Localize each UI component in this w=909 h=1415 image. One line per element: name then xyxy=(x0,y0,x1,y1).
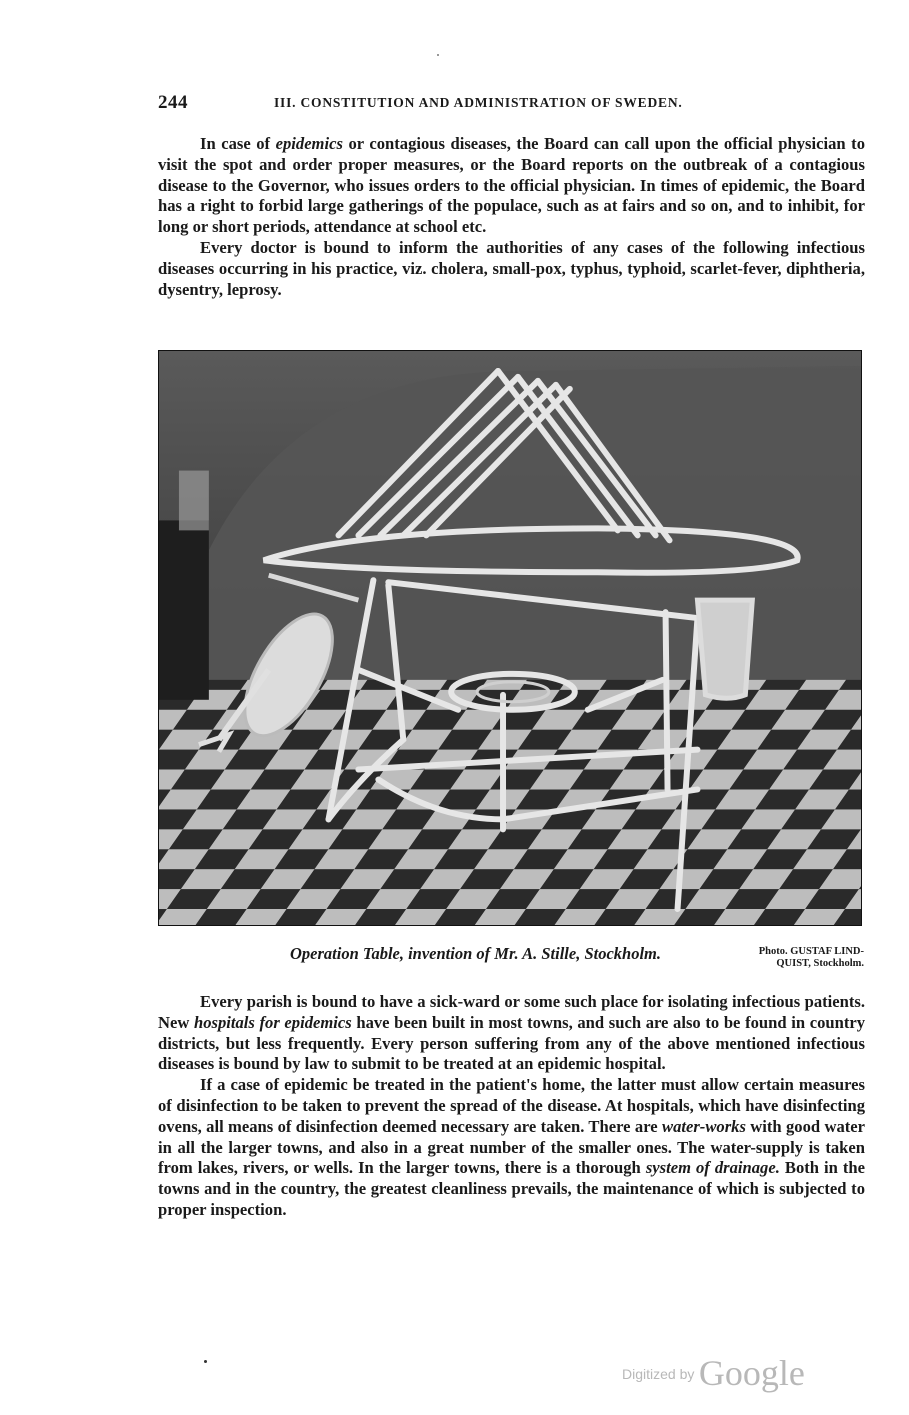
text-block-bottom xyxy=(158,992,865,1221)
text-run: or contagious diseases, the Board can call upon the official physician to visit the spot and order proper measures, or the Board reports on the outbreak of a contagious disease to the Governor, who issues orders to the official physician. In times of epidemic, the Board has a right to forbid large gatherings of the populace, such as at fairs and so on, and to inhibit, for long or short periods, attendance at school etc. xyxy=(158,134,865,237)
page-number: 244 xyxy=(158,92,188,113)
figure-caption xyxy=(290,944,865,969)
paragraph xyxy=(158,238,865,300)
paragraph xyxy=(158,992,865,1075)
text-run: Every parish is bound to have a sick-ward or some such place for isolating infectious patients. New xyxy=(158,992,865,1032)
caption-text: Operation Table, invention of Mr. A. Stille, Stockholm. xyxy=(290,944,661,963)
text-run: with good water in all the larger towns, and also in a great number of the smaller ones. The water-supply is taken from lakes, rivers, or wells. In the larger towns, there is a thorough xyxy=(158,1116,866,1178)
watermark-prefix: Digitized by xyxy=(622,1366,695,1382)
italic-phrase: system of drainage. xyxy=(645,1158,780,1178)
text-run: Every doctor is bound to inform the authorities of any cases of the following infectious diseases occurring in his practice, viz. cholera, small-pox, typhus, typhoid, scarlet-fever, diphtheria, dysentry, leprosy. xyxy=(158,237,865,299)
text-run: Both in the towns and in the country, the greatest cleanliness prevails, the maintenance of which is subjected to proper inspection. xyxy=(158,1158,866,1219)
italic-phrase: water-works xyxy=(662,1116,746,1136)
italic-phrase: epidemics xyxy=(275,134,343,153)
italic-phrase: hospitals for epidemics xyxy=(193,1012,352,1032)
credit-line-1: Photo. GUSTAF LIND- xyxy=(758,946,864,957)
photo-illustration xyxy=(159,351,861,925)
ink-speck xyxy=(204,1360,207,1363)
operation-table-photo xyxy=(158,350,862,926)
running-title: III. CONSTITUTION AND ADMINISTRATION OF SWEDEN. xyxy=(274,95,683,110)
watermark-brand: Google xyxy=(698,1353,805,1393)
paragraph xyxy=(158,1075,865,1221)
text-block-top xyxy=(158,134,865,300)
text-run: If a case of epidemic be treated in the patient's home, the latter must allow certain measures of disinfection to be taken to prevent the spread of the disease. At hospitals, which have disinfecting ovens, all means of disinfection deemed necessary are taken. There are xyxy=(158,1075,865,1136)
digitized-watermark xyxy=(622,1352,805,1394)
photo-credit xyxy=(732,946,864,970)
credit-line-2: QUIST, Stockholm. xyxy=(776,958,864,969)
paragraph xyxy=(158,134,865,238)
scan-speck xyxy=(437,54,439,56)
text-run: have been built in most towns, and such are also to be found in country districts, but less frequently. Every person suffering from any of the above mentioned infectious diseases is bound by law to submit to be treated at an epidemic hospital. xyxy=(158,1012,866,1074)
text-run: In case of xyxy=(200,134,276,153)
